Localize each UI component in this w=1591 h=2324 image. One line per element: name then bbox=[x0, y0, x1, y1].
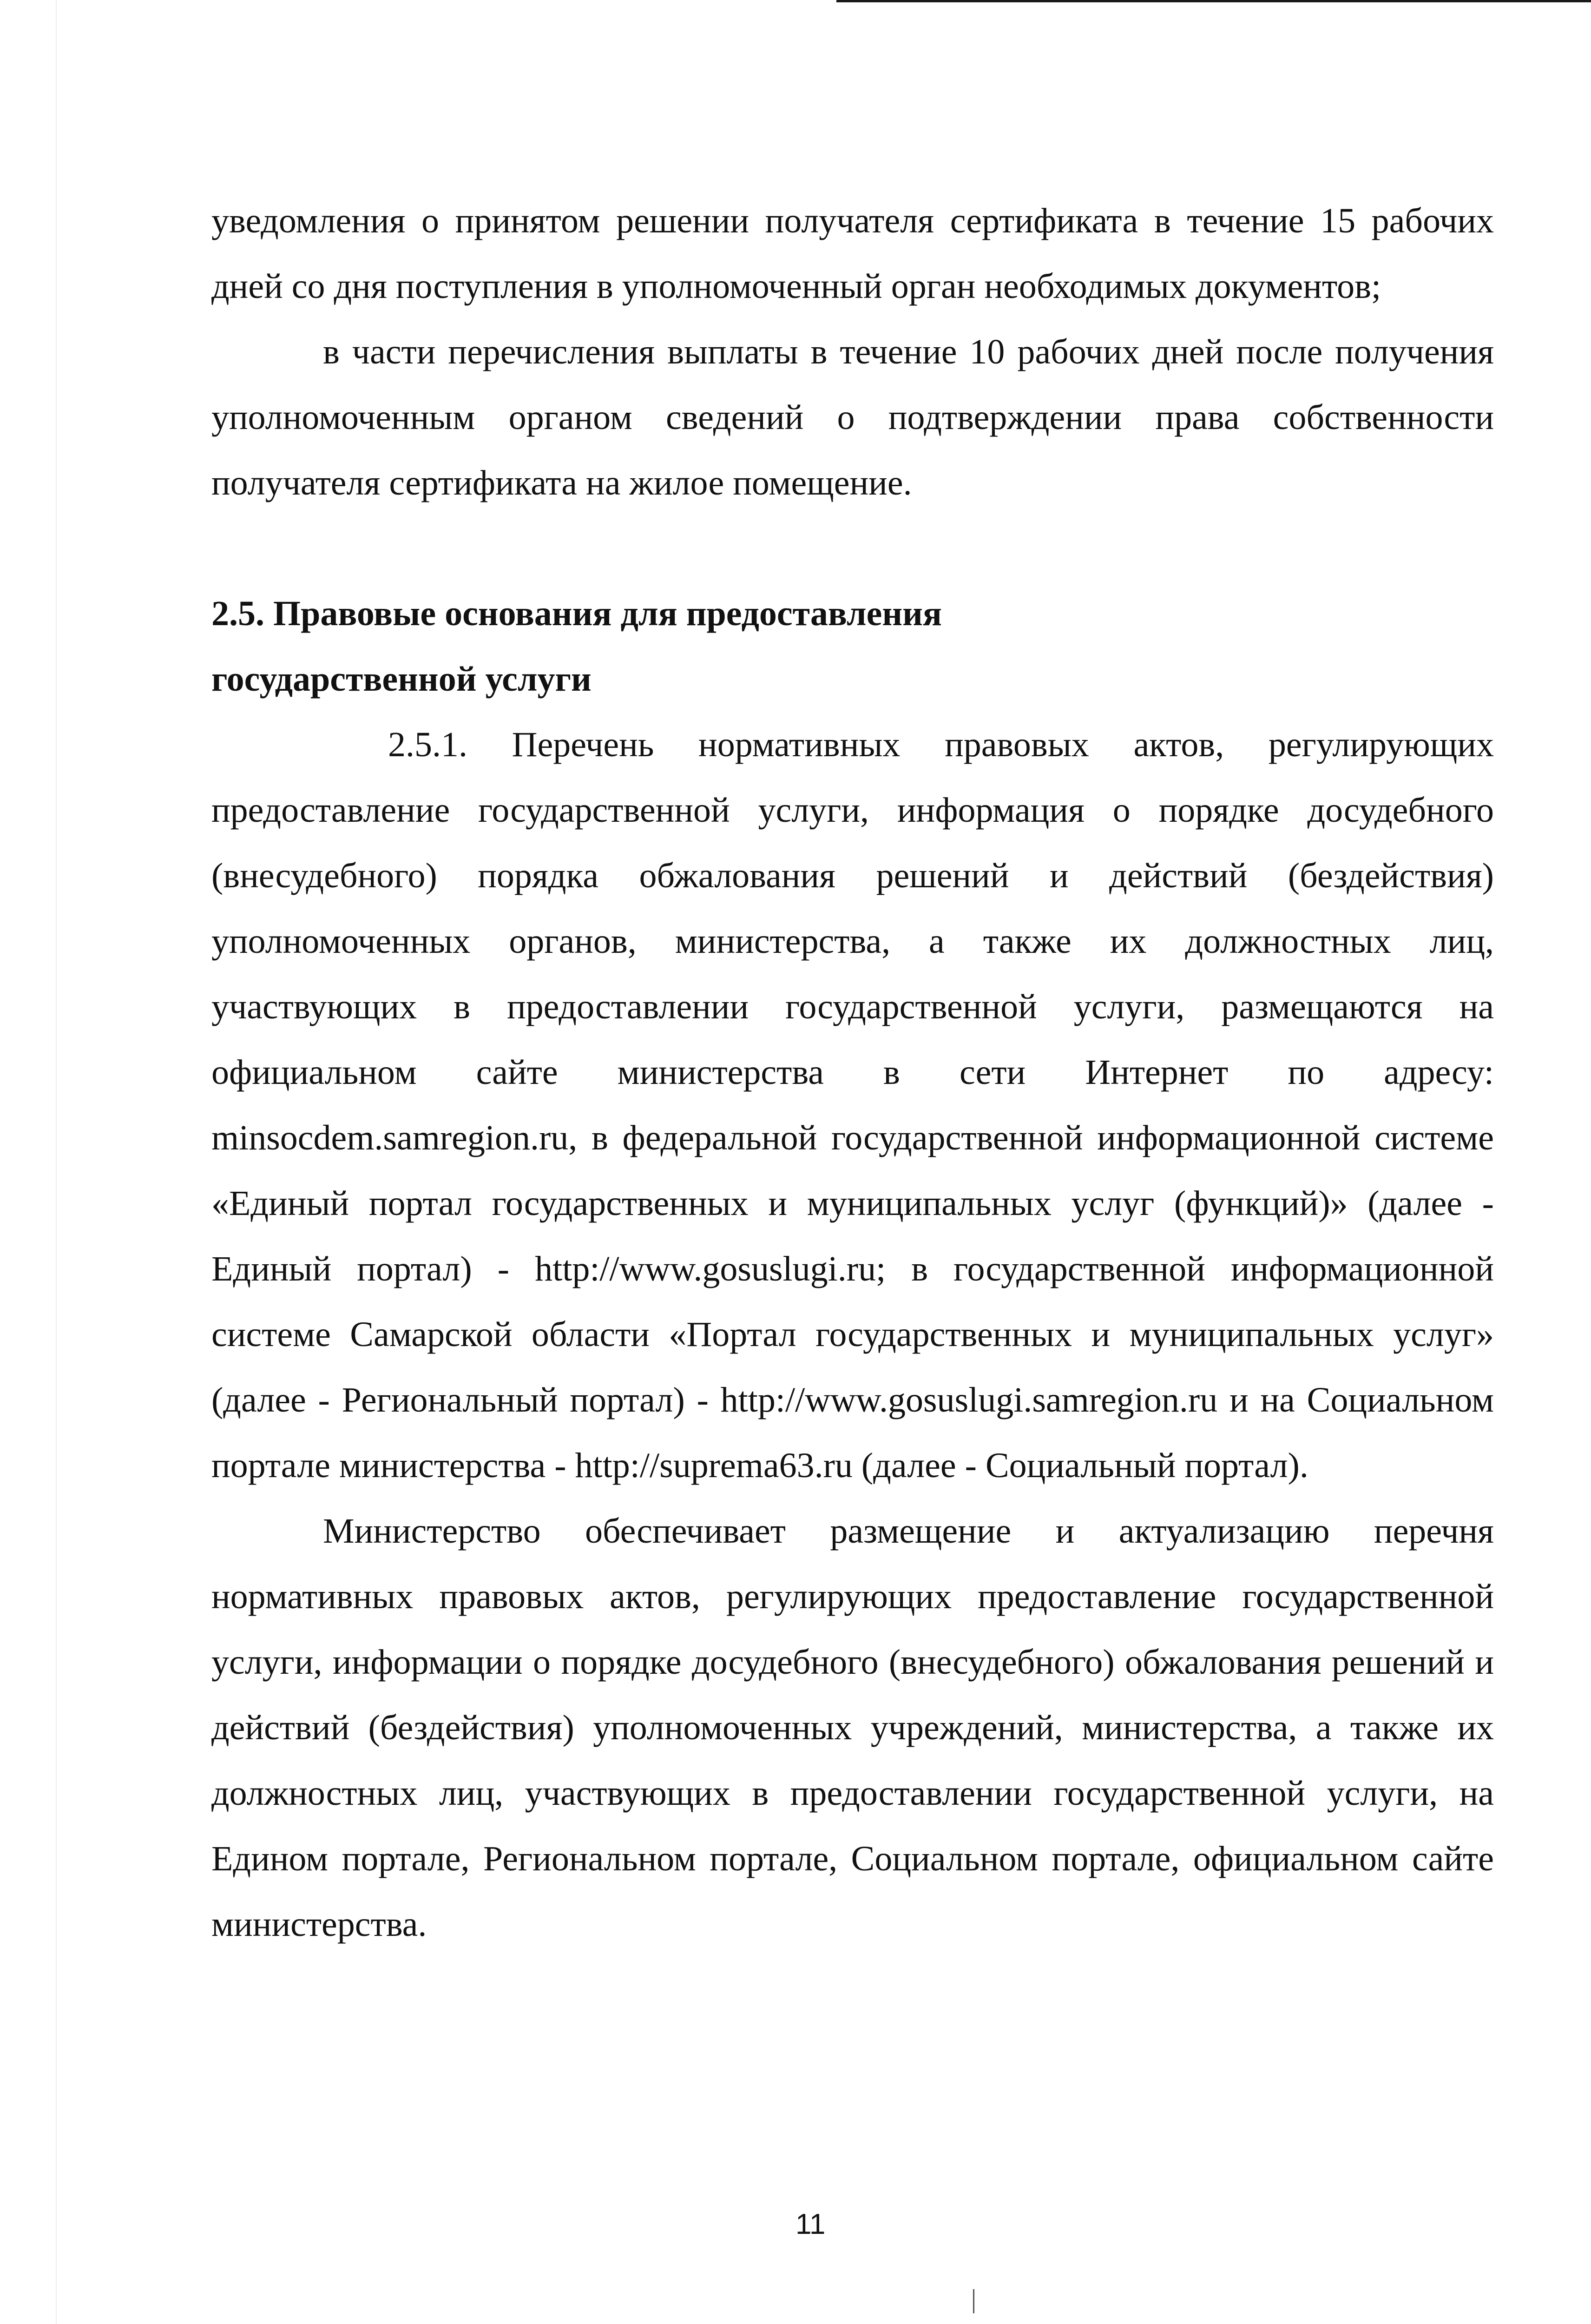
paragraph-notification-term: уведомления о принятом решении получателя сертификата в течение 15 рабочих дней со дня поступления в уполномоченный орган необходимых документов; bbox=[211, 201, 1494, 306]
paragraph-ministry-publishing: Министерство обеспечивает размещение и актуализацию перечня нормативных правовых актов, регулирующих предоставление государственной услуги, информации о порядке досудебного (внесудебного) обжалования решений и действий (бездействия) уполномоченных учреждений, министерства, а также их должностных лиц, участвующих в предоставлении государственной услуги, на Едином портале, Региональном портале, Социальном портале, официальном сайте министерства. bbox=[211, 1512, 1494, 1944]
section-heading-line1: 2.5. Правовые основания для предоставления bbox=[211, 594, 942, 633]
scan-top-border bbox=[836, 0, 1591, 2]
scan-mark bbox=[973, 2289, 974, 2313]
paragraph-payment-term: в части перечисления выплаты в течение 10 рабочих дней после получения уполномоченным органом сведений о подтверждении права собственности получателя сертификата на жилое помещение. bbox=[211, 332, 1494, 502]
page-number: 11 bbox=[796, 2208, 826, 2240]
paragraph-legal-acts: 2.5.1. Перечень нормативных правовых актов, регулирующих предоставление государственной услуги, информация о порядке досудебного (внесудебного) порядка обжалования решений и действий (бездействия) уполномоченных органов, министерства, а также их должностных лиц, участвующих в предоставлении государственной услуги, размещаются на официальном сайте министерства в сети Интернет по адресу: minsocdem.samregion.ru, в федеральной государственной информационной системе «Единый портал государственных и муниципальных услуг (функций)» (далее - Единый портал) - http://www.gosuslugi.ru; в государственной информационной системе Самарской области «Портал государственных и муниципальных услуг» (далее - Региональный портал) - http://www.gosuslugi.samregion.ru и на Социальном портале министерства - http://suprema63.ru (далее - Социальный портал). bbox=[211, 725, 1494, 1485]
section-heading-line2: государственной услуги bbox=[211, 660, 592, 699]
document-body bbox=[211, 188, 1494, 1957]
section-gap bbox=[211, 516, 1494, 581]
scan-left-edge bbox=[56, 0, 57, 2324]
